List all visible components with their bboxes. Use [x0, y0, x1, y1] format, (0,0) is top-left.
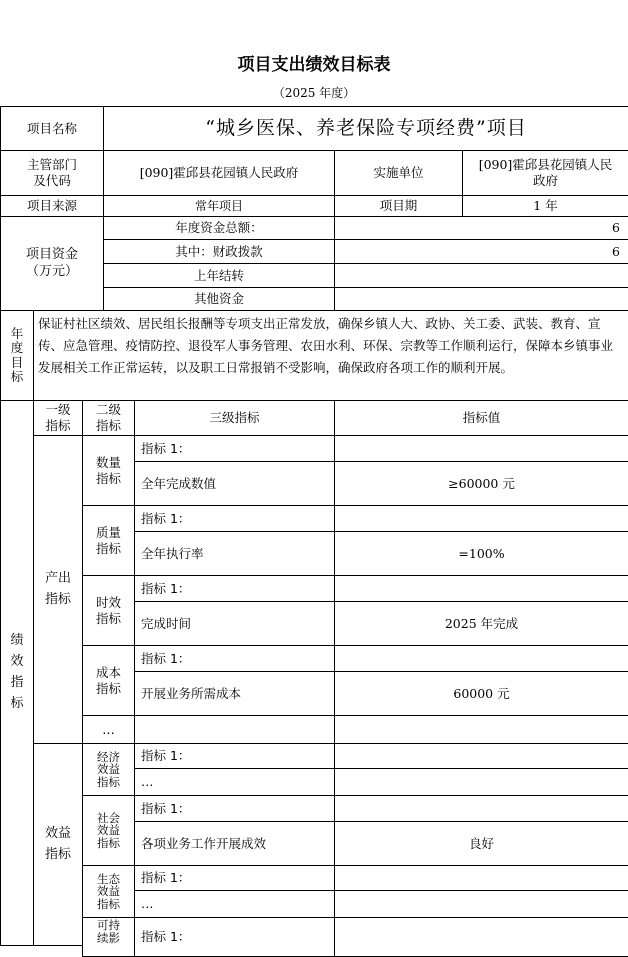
quantity-indicator1-value — [334, 435, 628, 462]
timeliness-indicator1-value — [334, 575, 628, 602]
funds-fiscal-value: 6 — [334, 239, 628, 264]
social-indicator1-value — [334, 795, 628, 822]
sustainable-indicator1-value — [334, 917, 628, 957]
economic-indicator1: 指标 1： — [134, 743, 335, 769]
output-indicators-label: 产出 指标 — [33, 435, 83, 744]
quality-value: =100% — [334, 531, 628, 576]
source-value: 常年项目 — [103, 195, 335, 217]
social-value: 良好 — [334, 821, 628, 866]
funds-carryover-label: 上年结转 — [103, 263, 335, 288]
timeliness-label: 时效 指标 — [82, 575, 135, 646]
funds-total-label: 年度资金总额： — [103, 216, 335, 240]
output-ellipsis-l3 — [134, 715, 335, 744]
benefit-indicators-label: 效益 指标 — [33, 743, 83, 946]
annual-goal-text: 保证村社区绩效、居民组长报酬等专项支出正常发放，确保乡镇人大、政协、关工委、武装、教育、宣传、应急管理、疫情防控、退役军人事务管理、农田水利、环保、宗教等工作顺利运行，保障本乡镇事业发展相关工作正常运转，以及职工日常报销不受影响，确保政府各项工作的顺利开展。 — [33, 310, 628, 401]
cost-indicator1: 指标 1： — [134, 645, 335, 672]
output-ellipsis: … — [82, 715, 135, 744]
header-value: 指标值 — [334, 400, 628, 436]
cost-indicator1-value — [334, 645, 628, 672]
cost-name: 开展业务所需成本 — [134, 671, 335, 716]
annual-goal-label: 年 度 目 标 — [0, 310, 34, 401]
sustainable-benefit-label: 可持 续影 — [82, 917, 135, 957]
funds-other-label: 其他资金 — [103, 287, 335, 311]
output-ellipsis-value — [334, 715, 628, 744]
period-value: 1 年 — [462, 195, 628, 217]
source-label: 项目来源 — [0, 195, 104, 217]
timeliness-value: 2025 年完成 — [334, 601, 628, 646]
impl-unit-value: [090]霍邱县花园镇人民 政府 — [462, 150, 628, 196]
quantity-value: ≥60000 元 — [334, 461, 628, 506]
economic-indicator1-value — [334, 743, 628, 769]
economic-benefit-label: 经济 效益 指标 — [82, 743, 135, 796]
quantity-label: 数量 指标 — [82, 435, 135, 506]
economic-more-value — [334, 768, 628, 796]
funds-label: 项目资金 （万元） — [0, 216, 104, 311]
social-benefit-label: 社会 效益 指标 — [82, 795, 135, 866]
header-level3: 三级指标 — [134, 400, 335, 436]
cost-label: 成本 指标 — [82, 645, 135, 716]
project-name-label: 项目名称 — [0, 106, 104, 151]
dept-value: [090]霍邱县花园镇人民政府 — [103, 150, 335, 196]
funds-carryover-value — [334, 263, 628, 288]
ecological-more: … — [134, 890, 335, 918]
project-name-value: “城乡医保、养老保险专项经费”项目 — [103, 106, 628, 151]
economic-more: … — [134, 768, 335, 796]
quantity-indicator1: 指标 1： — [134, 435, 335, 462]
timeliness-indicator1: 指标 1： — [134, 575, 335, 602]
funds-fiscal-label: 其中：财政拨款 — [103, 239, 335, 264]
cost-value: 60000 元 — [334, 671, 628, 716]
ecological-more-value — [334, 890, 628, 918]
quality-name: 全年执行率 — [134, 531, 335, 576]
ecological-benefit-label: 生态 效益 指标 — [82, 865, 135, 918]
quality-indicator1-value — [334, 505, 628, 532]
page-title: 项目支出绩效目标表 — [237, 55, 391, 75]
impl-unit-label: 实施单位 — [334, 150, 463, 196]
funds-total-value: 6 — [334, 216, 628, 240]
page-subtitle: （2025 年度） — [272, 86, 356, 100]
funds-other-value — [334, 287, 628, 311]
ecological-indicator1-value — [334, 865, 628, 891]
header-level2: 二级 指标 — [82, 400, 135, 436]
performance-indicators-label: 绩 效 指 标 — [0, 400, 34, 946]
quality-indicator1: 指标 1： — [134, 505, 335, 532]
quality-label: 质量 指标 — [82, 505, 135, 576]
social-name: 各项业务工作开展成效 — [134, 821, 335, 866]
social-indicator1: 指标 1： — [134, 795, 335, 822]
ecological-indicator1: 指标 1： — [134, 865, 335, 891]
period-label: 项目期 — [334, 195, 463, 217]
dept-label: 主管部门 及代码 — [0, 150, 104, 196]
sustainable-indicator1: 指标 1： — [134, 917, 335, 957]
quantity-name: 全年完成数值 — [134, 461, 335, 506]
header-level1: 一级 指标 — [33, 400, 83, 436]
timeliness-name: 完成时间 — [134, 601, 335, 646]
